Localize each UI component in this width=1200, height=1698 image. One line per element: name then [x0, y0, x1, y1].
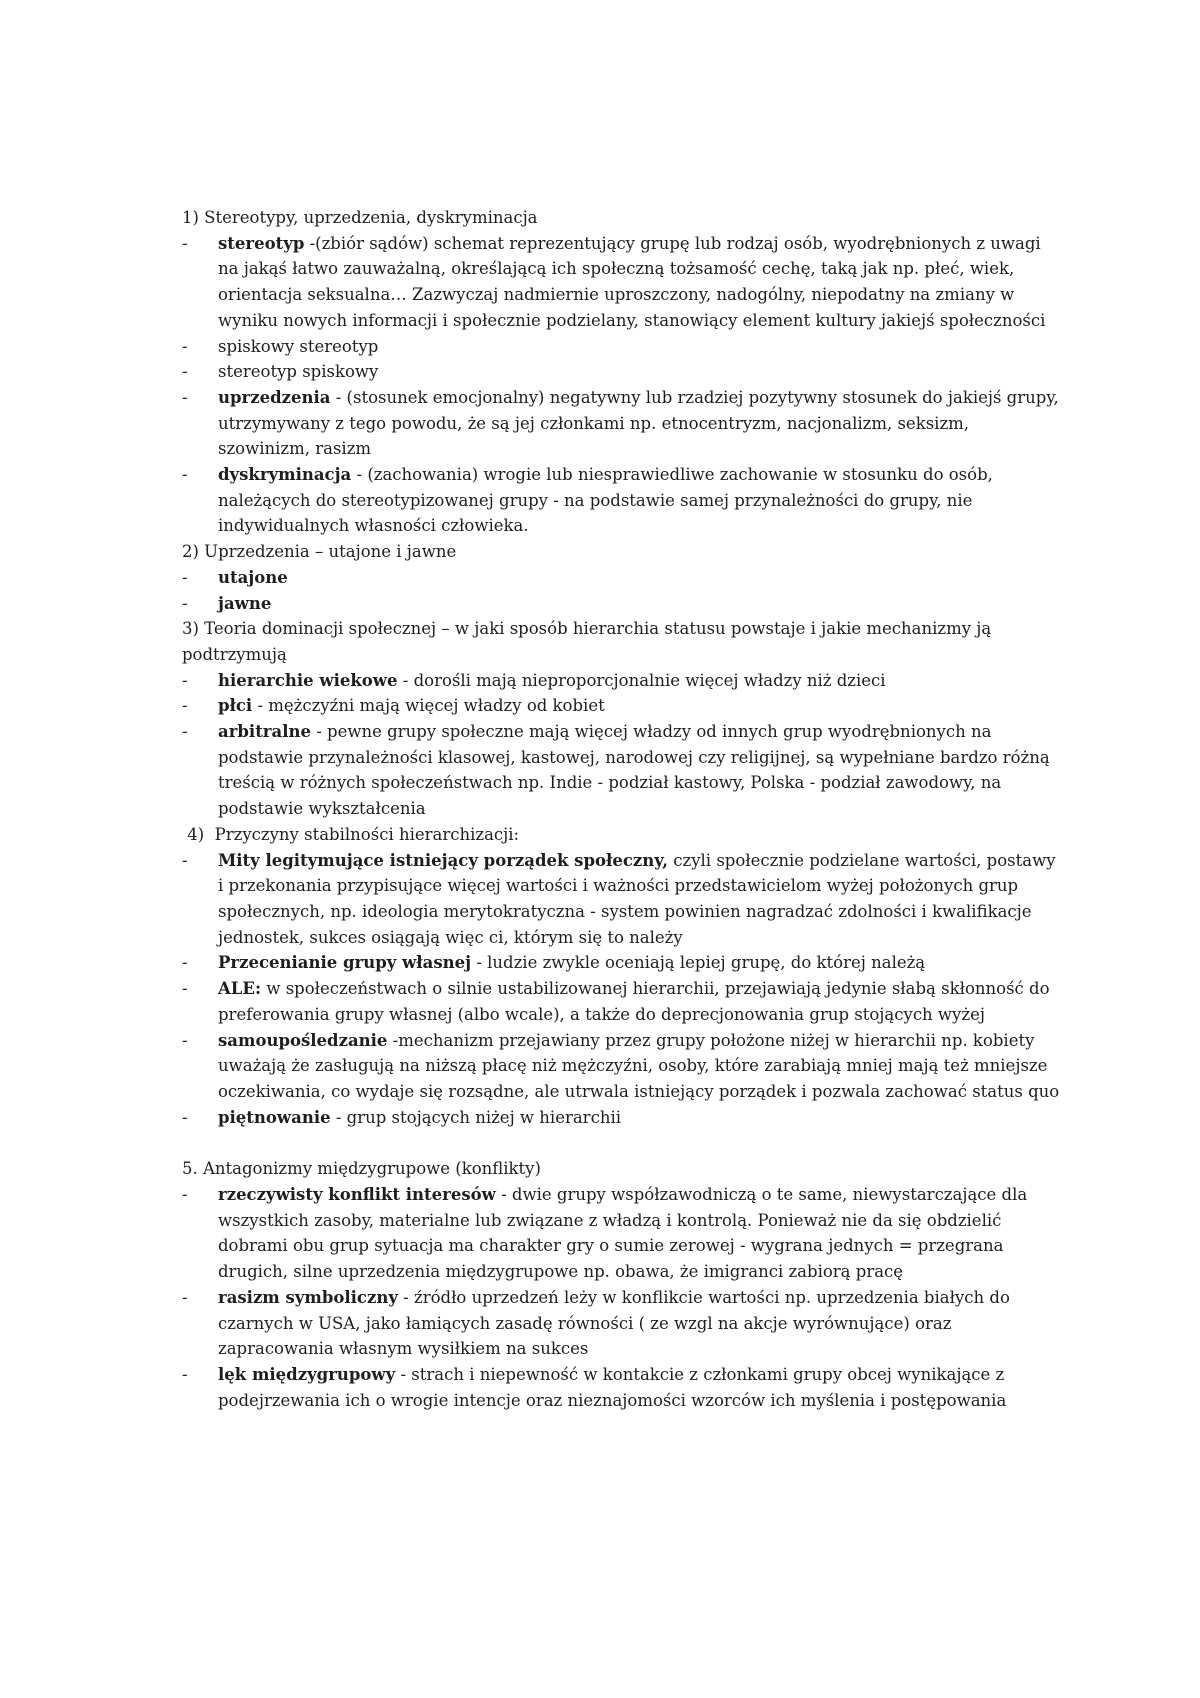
bullet-dash: - — [182, 1287, 188, 1307]
item-term: rzeczywisty konflikt interesów — [218, 1185, 496, 1205]
item-text: stereotyp spiskowy — [218, 362, 379, 382]
bullet-dash: - — [182, 336, 188, 356]
item-term: Mity legitymujące istniejący porządek społeczny, — [218, 850, 669, 870]
list-item — [182, 462, 1062, 539]
item-text: - pewne grupy społeczne mają więcej władzy od innych grup wyodrębnionych na podstawie przynależności klasowej, kastowej, narodowej czy religijnej, są wypełniane bardzo różną treścią w różnych społeczeństwach np. Indie - podział kastowy, Polska - podział zawodowy, na podstawie wykształcenia — [218, 722, 1050, 819]
bullet-dash: - — [182, 670, 188, 690]
item-term: dyskryminacja — [218, 465, 352, 485]
item-term: utajone — [218, 567, 288, 587]
list-item — [182, 1105, 1062, 1131]
bullet-dash: - — [182, 696, 188, 716]
bullet-dash: - — [182, 1030, 188, 1050]
bullet-dash: - — [182, 233, 188, 253]
item-term: piętnowanie — [218, 1107, 331, 1127]
item-term: samoupośledzanie — [218, 1030, 388, 1050]
list-item — [182, 719, 1062, 822]
section-heading: 4) Przyczyny stabilności hierarchizacji: — [182, 824, 520, 844]
item-text: czyli społecznie podzielane wartości, postawy i przekonania przypisujące więcej wartości i ważności przedstawicielom wyżej położonych grup społecznych, np. ideologia merytokratyczna - system powinien nagradzać zdolności i kwalifikacje jednostek, sukces osiągają więc ci, którym się to należy — [218, 850, 1056, 947]
item-text: - (zachowania) wrogie lub niesprawiedliwe zachowanie w stosunku do osób, należących do stereotypizowanej grupy - na podstawie samej przynależności do grupy, nie indywidualnych własności człowieka. — [218, 465, 993, 536]
item-text: -(zbiór sądów) schemat reprezentujący grupę lub rodzaj osób, wyodrębnionych z uwagi na jakąś łatwo zauważalną, określającą ich społeczną tożsamość cechę, taką jak np. płeć, wiek, orientacja seksualna… Zazwyczaj nadmiernie uproszczony, nadogólny, niepodatny na zmiany w wyniku nowych informacji i społecznie podzielany, stanowiący element kultury jakiejś społeczności — [218, 233, 1046, 330]
bullet-dash: - — [182, 567, 188, 587]
item-term: płci — [218, 696, 253, 716]
list-item — [182, 848, 1062, 951]
item-text: - strach i niepewność w kontakcie z członkami grupy obcej wynikające z podejrzewania ich o wrogie intencje oraz nieznajomości wzorców ich myślenia i postępowania — [218, 1364, 1007, 1410]
list-item — [182, 231, 1062, 334]
item-term: Przecenianie grupy własnej — [218, 953, 472, 973]
bullet-dash: - — [182, 1185, 188, 1205]
document-body — [182, 205, 1062, 1413]
item-term: hierarchie wiekowe — [218, 670, 398, 690]
section-heading: 2) Uprzedzenia – utajone i jawne — [182, 542, 457, 562]
bullet-dash: - — [182, 722, 188, 742]
list-item — [182, 976, 1062, 1027]
list-item — [182, 591, 1062, 617]
item-text: - ludzie zwykle oceniają lepiej grupę, do której należą — [471, 953, 926, 973]
section-heading: 1) Stereotypy, uprzedzenia, dyskryminacja — [182, 208, 538, 227]
list-item — [182, 1362, 1062, 1413]
item-term: rasizm symboliczny — [218, 1287, 398, 1307]
bullet-dash: - — [182, 979, 188, 999]
bullet-dash: - — [182, 362, 188, 382]
item-text: - dwie grupy współzawodniczą o te same, niewystarczające dla wszystkich zasoby, materialne lub związane z władzą i kontrolą. Ponieważ nie da się obdzielić dobrami obu grup sytuacja ma charakter gry o sumie zerowej - wygrana jednych = przegrana drugich, silne uprzedzenia międzygrupowe np. obawa, że imigranci zabiorą pracę — [218, 1185, 1028, 1282]
item-term: arbitralne — [218, 722, 311, 742]
section-spacer — [182, 1130, 1062, 1156]
list-item — [182, 385, 1062, 462]
item-text: w społeczeństwach o silnie ustabilizowanej hierarchii, przejawiają jedynie słabą skłonność do preferowania grupy własnej (albo wcale), a także do deprecjonowania grup stojących wyżej — [218, 979, 1050, 1024]
bullet-dash: - — [182, 387, 188, 407]
list-item — [182, 565, 1062, 591]
item-text: - dorośli mają nieproporcjonalnie więcej władzy niż dzieci — [397, 670, 886, 690]
item-term: stereotyp — [218, 233, 305, 253]
item-term: ALE: — [218, 979, 262, 999]
bullet-dash: - — [182, 465, 188, 485]
list-item — [182, 1182, 1062, 1285]
bullet-dash: - — [182, 1107, 188, 1127]
item-term: uprzedzenia — [218, 387, 331, 407]
bullet-dash: - — [182, 850, 188, 870]
list-item — [182, 359, 1062, 385]
item-term: lęk międzygrupowy — [218, 1364, 396, 1384]
list-item — [182, 1028, 1062, 1105]
bullet-dash: - — [182, 953, 188, 973]
item-text: - źródło uprzedzeń leży w konflikcie wartości np. uprzedzenia białych do czarnych w USA, jako łamiących zasadę równości ( ze wzgl na akcje wyrównujące) oraz zapracowania własnym wysiłkiem na sukces — [218, 1287, 1010, 1359]
item-text: - mężczyźni mają więcej władzy od kobiet — [252, 696, 605, 716]
item-text: - (stosunek emocjonalny) negatywny lub rzadziej pozytywny stosunek do jakiejś grupy, utrzymywany z tego powodu, że są jej członkami np. etnocentryzm, nacjonalizm, seksizm, szowinizm, rasizm — [218, 387, 1059, 459]
item-text: spiskowy stereotyp — [218, 336, 379, 356]
list-item — [182, 950, 1062, 976]
item-text: -mechanizm przejawiany przez grupy położone niżej w hierarchii np. kobiety uważają że zasługują na niższą płacę niż mężczyźni, osoby, które zarabiają mniej mają też mniejsze oczekiwania, co wydaje się rozsądne, ale utrwala istniejący porządek i pozwala zachować status quo — [218, 1030, 1060, 1101]
bullet-dash: - — [182, 593, 188, 613]
list-item — [182, 668, 1062, 694]
section-heading: 3) Teoria dominacji społecznej – w jaki sposób hierarchia statusu powstaje i jakie mechanizmy ją podtrzymują — [182, 619, 992, 664]
section-heading: 5. Antagonizmy międzygrupowe (konflikty) — [182, 1159, 541, 1179]
list-item — [182, 1285, 1062, 1362]
list-item — [182, 693, 1062, 719]
item-text: - grup stojących niżej w hierarchii — [330, 1107, 621, 1127]
bullet-dash: - — [182, 1364, 188, 1384]
item-term: jawne — [218, 593, 272, 613]
list-item — [182, 334, 1062, 360]
